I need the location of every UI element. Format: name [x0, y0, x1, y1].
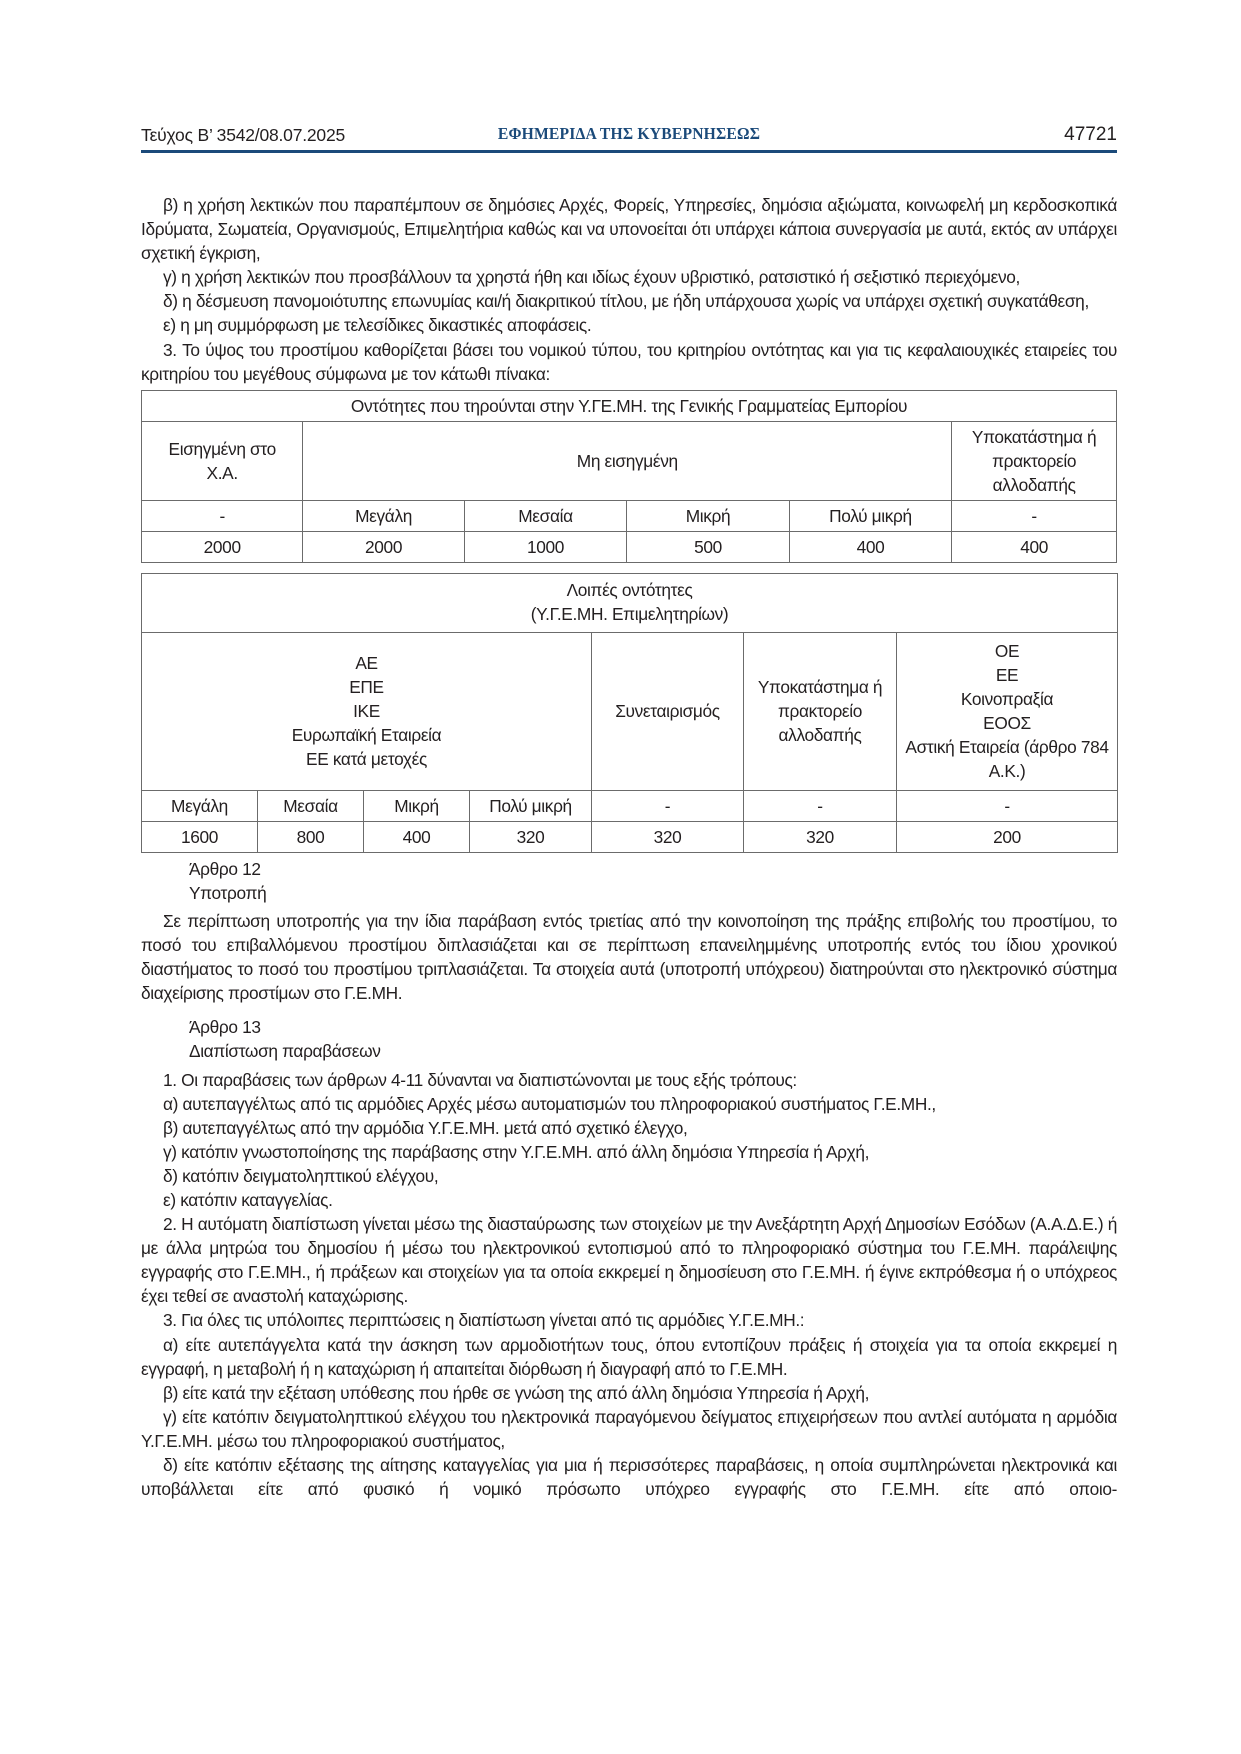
table-cell: 320 — [744, 821, 897, 852]
table-header-row — [142, 632, 1118, 790]
entity-type: ΕΟΟΣ — [983, 713, 1031, 734]
table-row-sizes — [142, 790, 1118, 821]
page-number: 47721 — [1064, 124, 1117, 145]
table-row-fines — [142, 821, 1118, 852]
article-number: Άρθρο 12 — [189, 858, 261, 879]
fines-table-chambers — [141, 573, 1118, 853]
table-cell: Μεσαία — [258, 790, 364, 821]
article-number: Άρθρο 13 — [189, 1017, 261, 1038]
page-header — [141, 121, 1117, 151]
table-header-row — [142, 421, 1117, 500]
entity-type: ΟΕ — [994, 641, 1020, 662]
table-cell: 320 — [592, 821, 744, 852]
issue-label: Τεύχος Β’ 3542/08.07.2025 — [141, 125, 346, 145]
entity-type: ΕΕ — [995, 665, 1019, 686]
table-cell: Μικρή — [627, 500, 789, 531]
entity-type: ΕΠΕ — [349, 677, 384, 698]
table-title — [142, 573, 1118, 632]
table-title: Οντότητες που τηρούνται στην Υ.ΓΕ.ΜΗ. της Γενικής Γραμματείας Εμπορίου — [142, 390, 1117, 421]
table-cell: 200 — [897, 821, 1118, 852]
gazette-title: ΕΦΗΜΕΡΙΔΑ ΤΗΣ ΚΥΒΕΡΝΗΣΕΩΣ — [497, 124, 761, 143]
header-cell-listed: Εισηγμένη στο Χ.Α. — [142, 421, 303, 500]
header-cell-branch: Υποκατάστημα ή πρακτορείο αλλοδαπής — [952, 421, 1117, 500]
table-cell: - — [592, 790, 744, 821]
header-cell-cooperative: Συνεταιρισμός — [592, 632, 744, 790]
paragraph: 2. Η αυτόματη διαπίστωση γίνεται μέσω της διασταύρωσης των στοιχείων με την Ανεξάρτητη Αρχή Δημοσίων Εσόδων (Α.Α.Δ.Ε.) ή με άλλα μητρώα του δημοσίου ή μέσω του ηλεκτρονικού εντοπισμού από το πληροφοριακό σύστημα του Γ.Ε.ΜΗ. παράλειψης εγγραφής στο Γ.Ε.ΜΗ., ή πράξεων και στοιχείων για τα οποία εκκρεμεί η δημοσίευση στο Γ.Ε.ΜΗ. ή έγινε εκπρόθεσμα ή ο υπόχρεος έχει τεθεί σε αναστολή καταχώρισης. — [141, 1214, 1117, 1307]
table-cell: - — [952, 500, 1117, 531]
paragraph: 1. Οι παραβάσεις των άρθρων 4-11 δύνανται να διαπιστώνονται με τους εξής τρόπους: — [163, 1069, 797, 1090]
paragraph: 3. Για όλες τις υπόλοιπες περιπτώσεις η διαπίστωση γίνεται από τις αρμόδιες Υ.Γ.Ε.ΜΗ.: — [163, 1310, 805, 1331]
table-title-row — [142, 573, 1118, 632]
paragraph: β) η χρήση λεκτικών που παραπέμπουν σε δημόσιες Αρχές, Φορείς, Υπηρεσίες, δημόσια αξιώματα, κοινωφελή μη κερδοσκοπικά Ιδρύματα, Σωματεία, Οργανισμούς, Επιμελητήρια καθώς και να υπονοείται ότι υπάρχει κάποια συνεργασία με αυτά, εκτός αν υπάρχει σχετική έγκριση, — [141, 195, 1117, 264]
paragraph: δ) η δέσμευση πανομοιότυπης επωνυμίας και/ή διακριτικού τίτλου, με ήδη υπάρχουσα χωρίς να υπάρχει σχετική συγκατάθεση, — [163, 291, 1089, 312]
entity-type: Ευρωπαϊκή Εταιρεία — [291, 725, 442, 746]
table-cell: Πολύ μικρή — [470, 790, 592, 821]
list-item: β) είτε κατά την εξέταση υπόθεσης που ήρθε σε γνώση της από άλλη δημόσια Υπηρεσία ή Αρχή, — [163, 1382, 870, 1403]
header-cell-partnerships — [897, 632, 1118, 790]
paragraph: ε) η μη συμμόρφωση με τελεσίδικες δικαστικές αποφάσεις. — [163, 315, 592, 336]
entity-type: ΑΕ — [355, 653, 378, 674]
table-cell: 2000 — [303, 531, 464, 562]
fines-table-gemi — [141, 390, 1117, 563]
header-cell-unlisted: Μη εισηγμένη — [303, 421, 952, 500]
list-item: δ) κατόπιν δειγματοληπτικού ελέγχου, — [163, 1165, 439, 1186]
table-cell: 1600 — [142, 821, 258, 852]
table-cell: Μεγάλη — [303, 500, 464, 531]
list-item: α) είτε αυτεπάγγελτα κατά την άσκηση των αρμοδιοτήτων τους, όπου εντοπίζουν πράξεις ή στοιχεία για τα οποία εκκρεμεί η εγγραφή, η μεταβολή ή η καταχώριση ή απαιτείται διόρθωση ή διαγραφή από το Γ.Ε.ΜΗ. — [141, 1334, 1117, 1379]
entity-type: Κοινοπραξία — [960, 689, 1054, 710]
article-title: Διαπίστωση παραβάσεων — [189, 1041, 381, 1062]
table-cell: Μικρή — [364, 790, 470, 821]
table-row-fines — [142, 531, 1117, 562]
list-item: α) αυτεπαγγέλτως από τις αρμόδιες Αρχές μέσω αυτοματισμών του πληροφοριακού συστήματος Γ.Ε.ΜΗ., — [163, 1093, 936, 1114]
table-cell: - — [744, 790, 897, 821]
table-cell: Μεσαία — [464, 500, 626, 531]
list-item: ε) κατόπιν καταγγελίας. — [163, 1189, 333, 1210]
header-cell-branch: Υποκατάστημα ή πρακτορείο αλλοδαπής — [744, 632, 897, 790]
paragraph: γ) η χρήση λεκτικών που προσβάλλουν τα χρηστά ήθη και ιδίως έχουν υβριστικό, ρατσιστικό ή σεξιστικό περιεχόμενο, — [163, 267, 1020, 288]
table-cell: - — [142, 500, 303, 531]
list-item: δ) είτε κατόπιν εξέτασης της αίτησης καταγγελίας για μια ή περισσότερες παραβάσεις, η οποία συμπληρώνεται ηλεκτρονικά και υποβάλλεται είτε από φυσικό ή νομικό πρόσωπο υπόχρεο εγγραφής στο Γ.Ε.ΜΗ. είτε από οποιο- — [141, 1455, 1117, 1500]
table-cell: 400 — [789, 531, 951, 562]
entity-type: ΕΕ κατά μετοχές — [306, 749, 427, 770]
table-cell: Μεγάλη — [142, 790, 258, 821]
table-title-line: Λοιπές οντότητες — [566, 579, 693, 600]
entity-type: Αστική Εταιρεία (άρθρο 784 Α.Κ.) — [905, 737, 1109, 782]
table-cell: 320 — [470, 821, 592, 852]
paragraph: 3. Το ύψος του προστίμου καθορίζεται βάσει του νομικού τύπου, του κριτηρίου οντότητας και για τις κεφαλαιουχικές εταιρείες του κριτηρίου του μεγέθους σύμφωνα με τον κάτωθι πίνακα: — [141, 339, 1117, 384]
document-body — [141, 193, 1117, 1501]
list-item: γ) είτε κατόπιν δειγματοληπτικού ελέγχου του ηλεκτρονικά παραγόμενου δείγματος επιχειρήσεων που αντλεί αυτόματα η αρμόδια Υ.Γ.Ε.ΜΗ. μέσω του πληροφοριακού συστήματος, — [141, 1406, 1117, 1451]
list-item: γ) κατόπιν γνωστοποίησης της παράβασης στην Υ.Γ.Ε.ΜΗ. από άλλη δημόσια Υπηρεσία ή Αρχή, — [163, 1141, 870, 1162]
table-cell: 400 — [364, 821, 470, 852]
table-cell: 1000 — [464, 531, 626, 562]
table-cell: 800 — [258, 821, 364, 852]
table-title-line: (Υ.Γ.Ε.ΜΗ. Επιμελητηρίων) — [530, 603, 729, 624]
table-cell: 400 — [952, 531, 1117, 562]
table-title-row — [142, 390, 1117, 421]
table-row-sizes — [142, 500, 1117, 531]
list-item: β) αυτεπαγγέλτως από την αρμόδια Υ.Γ.Ε.ΜΗ. μετά από σχετικό έλεγχο, — [163, 1117, 688, 1138]
table-cell: - — [897, 790, 1118, 821]
header-cell-capital-companies — [142, 632, 592, 790]
header-rule — [141, 150, 1117, 153]
article-title: Υποτροπή — [189, 882, 267, 903]
table-cell: Πολύ μικρή — [789, 500, 951, 531]
table-cell: 500 — [627, 531, 789, 562]
paragraph: Σε περίπτωση υποτροπής για την ίδια παράβαση εντός τριετίας από την κοινοποίηση της πράξης επιβολής του προστίμου, το ποσό του επιβαλλόμενου προστίμου διπλασιάζεται και σε περίπτωση επανειλημμένης υποτροπής εντός του ίδιου χρονικού διαστήματος το ποσό του προστίμου τριπλασιάζεται. Τα στοιχεία αυτά (υποτροπή υπόχρεου) διατηρούνται στο ηλεκτρονικό σύστημα διαχείρισης προστίμων στο Γ.Ε.ΜΗ. — [141, 910, 1117, 1004]
entity-type: ΙΚΕ — [353, 701, 380, 722]
table-cell: 2000 — [142, 531, 303, 562]
